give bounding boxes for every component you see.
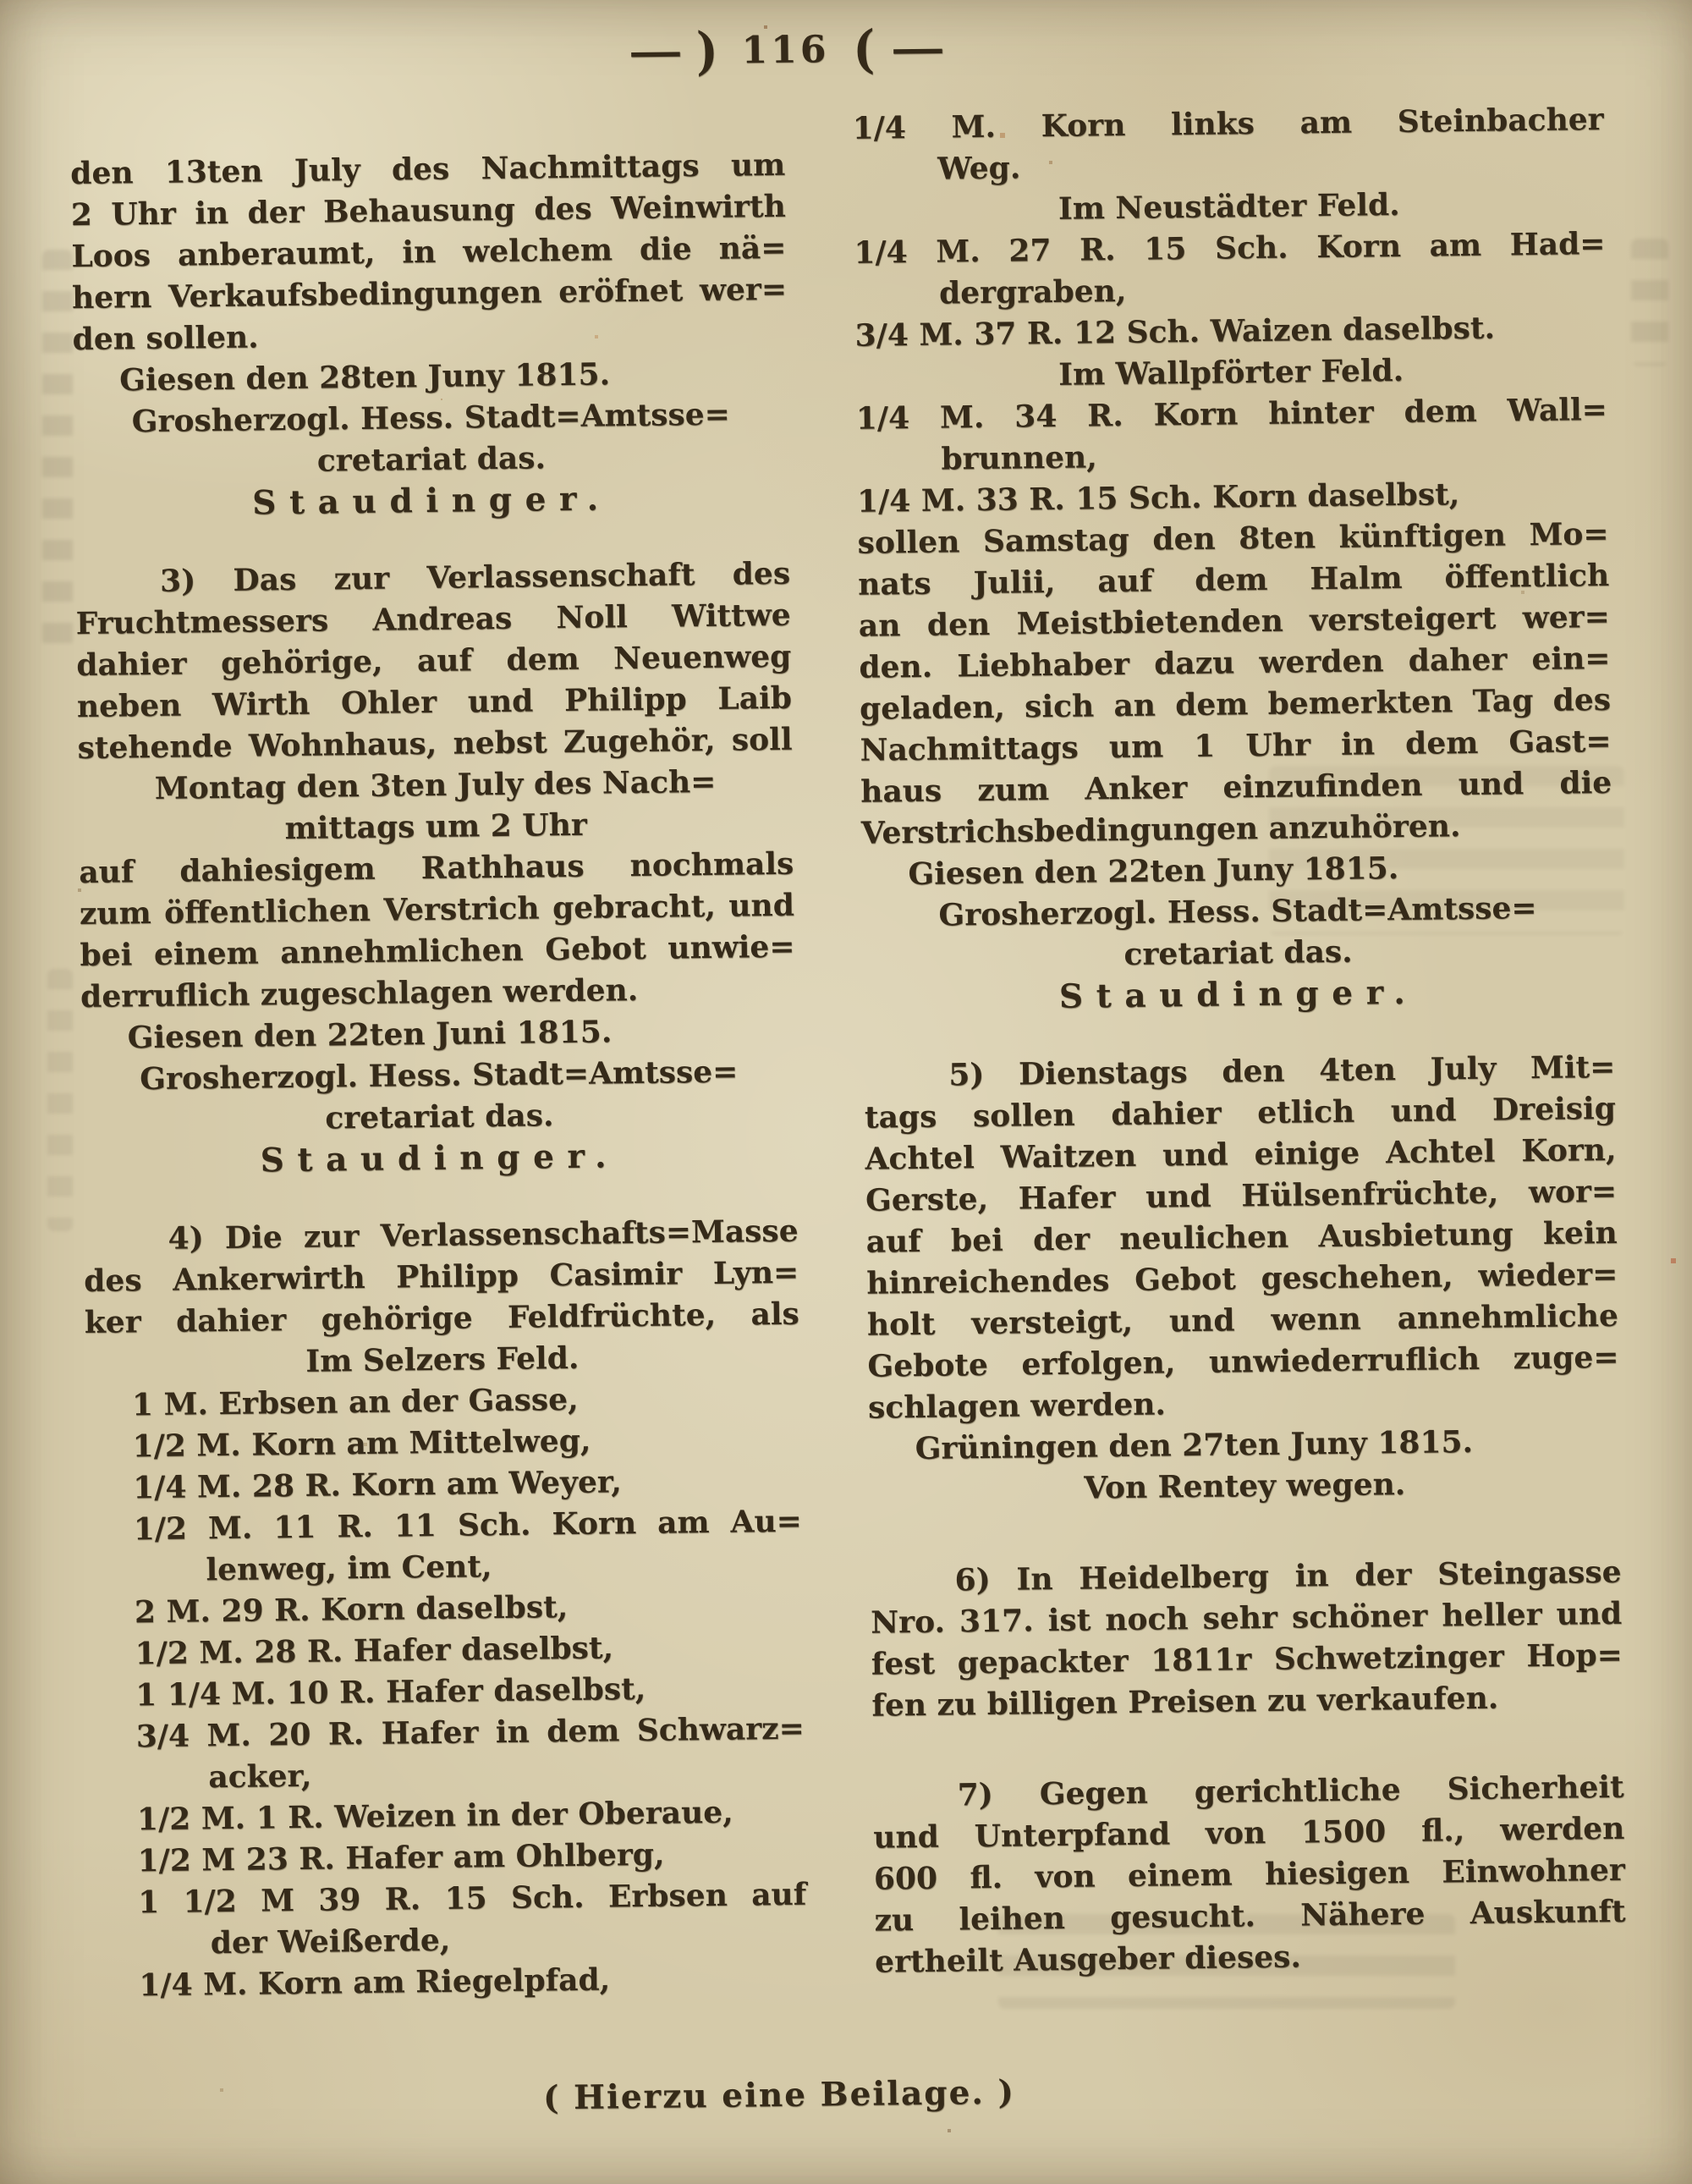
text-line: Giesen den 22ten Juny 1815. bbox=[908, 850, 1399, 893]
text-line: der Weißerde, bbox=[210, 1922, 451, 1961]
text-line: lenweg, im Cent, bbox=[206, 1549, 492, 1588]
text-line: Verstrichsbedingungen anzuhören. bbox=[860, 808, 1461, 851]
text-line: Loos anberaumt, in welchem die nä= bbox=[71, 229, 787, 275]
text-line: des Ankerwirth Philipp Casimir Lyn= bbox=[83, 1254, 799, 1300]
text-line: geladen, sich an dem bemerkten Tag des bbox=[859, 681, 1612, 727]
text-line: Nro. 317. ist noch sehr schöner heller und bbox=[870, 1595, 1623, 1641]
text-line: Grosherzogl. Hess. Stadt=Amtsse= bbox=[131, 396, 731, 440]
text-line: cretariat das. bbox=[325, 1098, 554, 1136]
text-line: tags sollen dahier etlich und Dreisig bbox=[864, 1090, 1617, 1136]
text-line: cretariat das. bbox=[1123, 933, 1353, 972]
text-line: Grosherzogl. Hess. Stadt=Amtsse= bbox=[938, 890, 1537, 933]
text-line: Gerste, Hafer und Hülsenfrüchte, wor= bbox=[865, 1173, 1618, 1219]
text-line: ertheilt Ausgeber dieses. bbox=[874, 1939, 1302, 1980]
text-line: Nachmittags um 1 Uhr in dem Gast= bbox=[860, 723, 1612, 768]
page-header bbox=[0, 13, 1632, 87]
text-line: sollen Samstag den 8ten künftigen Mo= bbox=[857, 515, 1609, 561]
text-line: acker, bbox=[208, 1758, 312, 1796]
text-line: hinreichendes Gebot geschehen, wieder= bbox=[866, 1256, 1618, 1301]
text-line: Gebote erfolgen, unwiederruflich zuge= bbox=[867, 1339, 1619, 1384]
text-line: 3/4 M. 20 R. Hafer in dem Schwarz= bbox=[135, 1710, 805, 1755]
text-line: 1/2 M 23 R. Hafer am Ohlberg, bbox=[137, 1836, 665, 1879]
text-line: Achtel Waitzen und einige Achtel Korn, bbox=[865, 1131, 1617, 1177]
text-line: fest gepackter 1811r Schwetzinger Hop= bbox=[871, 1637, 1623, 1682]
text-line: den sollen. bbox=[72, 319, 259, 358]
text-line: Im Neustädter Feld. bbox=[1058, 186, 1400, 227]
text-line: 1/2 M. 1 R. Weizen in der Oberaue, bbox=[136, 1794, 733, 1838]
text-line: 1/4 M. 34 R. Korn hinter dem Wall= bbox=[855, 391, 1608, 437]
text-line: 1/4 M. Korn links am Steinbacher bbox=[852, 101, 1604, 146]
text-line: 1/4 M. 27 R. 15 Sch. Korn am Had= bbox=[854, 225, 1606, 271]
text-line: 2 Uhr in der Behausung des Weinwirth bbox=[70, 188, 787, 234]
page-footer bbox=[14, 2065, 1692, 2124]
text-line: 1/4 M. 28 R. Korn am Weyer, bbox=[132, 1464, 622, 1506]
text-line: bei einem annehmlichen Gebot unwie= bbox=[80, 928, 795, 974]
text-line: Giesen den 22ten Juni 1815. bbox=[127, 1014, 613, 1056]
text-line: Staudinger. bbox=[260, 1136, 620, 1180]
footer-note: ( Hierzu eine Beilage. ) bbox=[542, 2072, 1016, 2118]
text-line: mittags um 2 Uhr bbox=[284, 806, 588, 847]
text-line: dergraben, bbox=[938, 272, 1127, 311]
right-column bbox=[852, 99, 1626, 1983]
text-line: cretariat das. bbox=[316, 440, 547, 479]
text-line: Staudinger. bbox=[1058, 972, 1419, 1016]
text-line: 600 fl. von einem hiesigen Einwohner bbox=[873, 1851, 1626, 1897]
text-line: 1/2 M. 28 R. Hafer daselbst, bbox=[135, 1630, 614, 1672]
text-line: Staudinger. bbox=[251, 479, 613, 523]
text-line: 7) Gegen gerichtliche Sicherheit bbox=[957, 1769, 1624, 1813]
text-line: zum öffentlichen Verstrich gebracht, und bbox=[79, 887, 795, 932]
text-line: den 13ten July des Nachmittags um bbox=[69, 146, 786, 192]
line-gap bbox=[872, 1718, 1624, 1776]
text-line: Im Selzers Feld. bbox=[305, 1340, 580, 1379]
left-column bbox=[70, 145, 808, 2007]
text-line: 1/2 M. 11 R. 11 Sch. Korn am Au= bbox=[133, 1503, 803, 1548]
text-line: holt versteigt, und wenn annehmliche bbox=[866, 1297, 1619, 1343]
header-dash-right: — bbox=[890, 25, 944, 72]
text-line: Giesen den 28ten Juny 1815. bbox=[118, 356, 611, 399]
text-line: 5) Dienstags den 4ten July Mit= bbox=[948, 1048, 1616, 1093]
text-line: Grüningen den 27ten Juny 1815. bbox=[915, 1423, 1474, 1467]
header-dash-left: — bbox=[627, 28, 681, 75]
text-line: ker dahier gehörige Feldfrüchte, als bbox=[84, 1296, 800, 1341]
text-line: 3) Das zur Verlassenschaft des bbox=[159, 555, 791, 599]
text-line: zu leihen gesucht. Nähere Auskunft bbox=[874, 1893, 1626, 1939]
text-line: 4) Die zur Verlassenschafts=Masse bbox=[168, 1213, 799, 1257]
text-line: stehende Wohnhaus, nebst Zugehör, soll bbox=[77, 721, 793, 767]
line-gap bbox=[870, 1503, 1622, 1561]
text-line: an den Meistbietenden versteigert wer= bbox=[858, 598, 1611, 644]
text-line: 1 1/2 M 39 R. 15 Sch. Erbsen auf bbox=[137, 1876, 807, 1921]
text-line: haus zum Anker einzufinden und die bbox=[860, 764, 1612, 810]
text-line: Von Rentey wegen. bbox=[1084, 1466, 1406, 1506]
text-line: nats Julii, auf dem Halm öffentlich bbox=[857, 557, 1610, 602]
text-line: Grosherzogl. Hess. Stadt=Amtsse= bbox=[140, 1053, 739, 1098]
text-line: brunnen, bbox=[941, 439, 1097, 477]
text-line: auf dahiesigem Rathhaus nochmals bbox=[79, 845, 794, 891]
text-line: 1/4 M. Korn am Riegelpfad, bbox=[139, 1961, 611, 2004]
text-line: 1 M. Erbsen an der Gasse, bbox=[131, 1381, 579, 1423]
text-line: 1 1/4 M. 10 R. Hafer daselbst, bbox=[135, 1670, 646, 1714]
text-line: auf bei der neulichen Ausbietung kein bbox=[865, 1214, 1618, 1260]
page-number: 116 bbox=[741, 27, 830, 72]
text-line: Im Wallpförter Feld. bbox=[1058, 352, 1404, 393]
text-line: 1/2 M. Korn am Mittelweg, bbox=[132, 1422, 591, 1465]
text-line: dahier gehörige, auf dem Neuenweg bbox=[76, 638, 792, 684]
text-line: neben Wirth Ohler und Philipp Laib bbox=[76, 679, 793, 725]
text-line: 3/4 M. 37 R. 12 Sch. Waizen daselbst. bbox=[854, 310, 1496, 354]
text-line: fen zu billigen Preisen zu verkaufen. bbox=[871, 1680, 1499, 1724]
text-line: 6) In Heidelberg in der Steingasse bbox=[954, 1554, 1622, 1598]
text-line: den. Liebhaber dazu werden daher ein= bbox=[859, 640, 1611, 685]
text-line: hern Verkaufsbedingungen eröfnet wer= bbox=[71, 271, 788, 316]
text-line: und Unterpfand von 1500 fl., werden bbox=[873, 1810, 1625, 1856]
header-bracket-open: ) bbox=[695, 19, 719, 81]
text-line: Montag den 3ten July des Nach= bbox=[154, 763, 717, 806]
text-line: Weg. bbox=[937, 150, 1021, 187]
header-bracket-close: ( bbox=[853, 18, 876, 80]
text-line: schlagen werden. bbox=[867, 1386, 1167, 1426]
text-line: derruflich zugeschlagen werden. bbox=[80, 972, 639, 1015]
text-line: 2 M. 29 R. Korn daselbst, bbox=[134, 1589, 569, 1631]
text-line: 1/4 M. 33 R. 15 Sch. Korn daselbst, bbox=[856, 476, 1460, 520]
text-line: Fruchtmessers Andreas Noll Wittwe bbox=[75, 597, 791, 642]
